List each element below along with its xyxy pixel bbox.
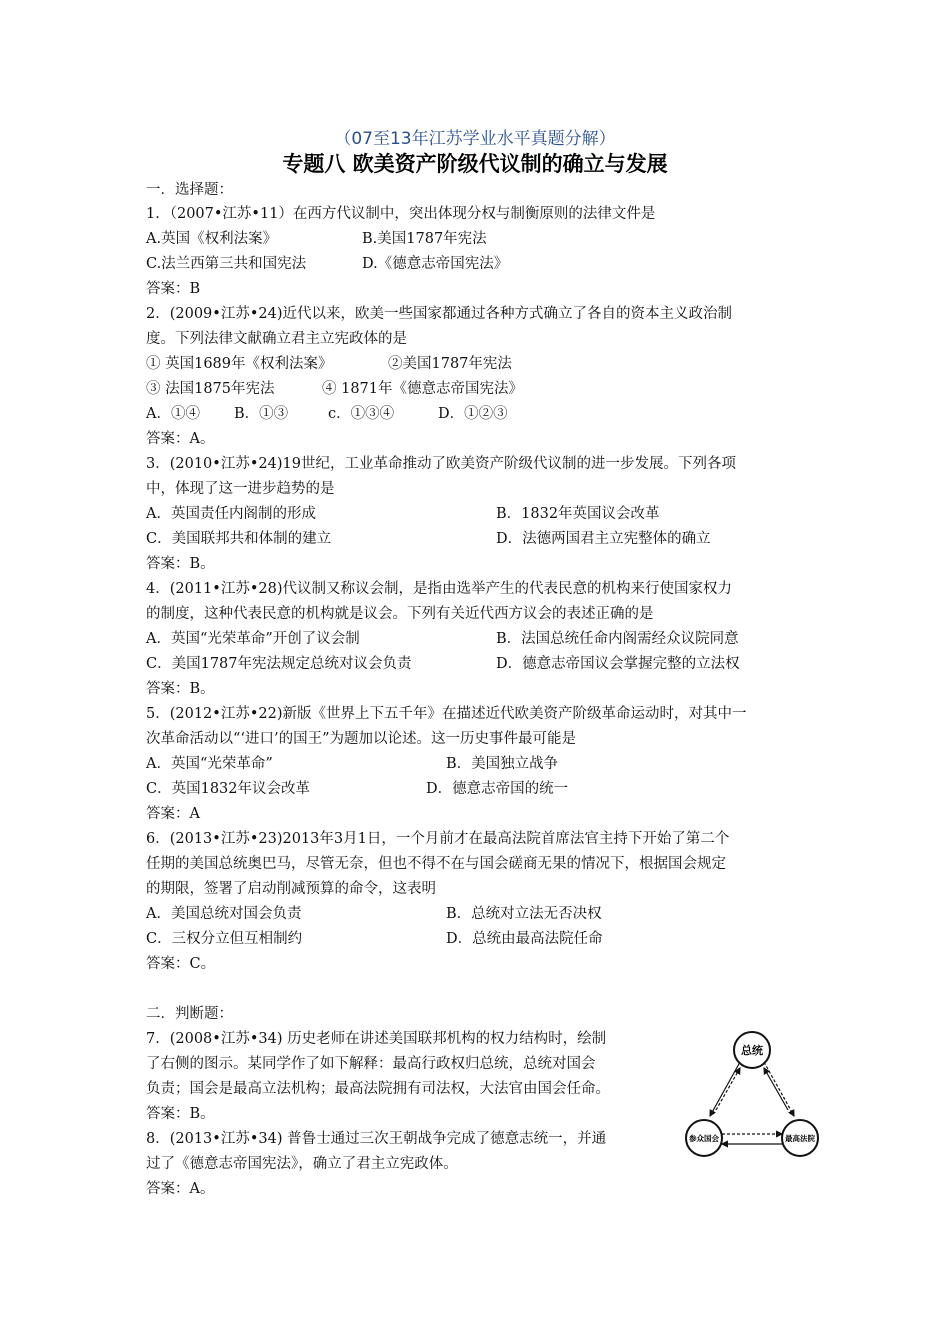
q1-answer: 答案：B (146, 281, 201, 297)
node-supreme-court-label: 最高法院 (785, 1134, 815, 1143)
arrow-president-to-congress (710, 1062, 740, 1116)
node-congress-label: 参众国会 (689, 1134, 719, 1143)
q4-stem-line-2: 的制度，这种代表民意的机构就是议会。下列有关近代西方议会的表述正确的是 (146, 606, 654, 622)
q2-options-row (146, 404, 508, 424)
arrow-congress-to-president (716, 1068, 740, 1110)
q4-option-a: A．英国“光荣革命”开创了议会制 (146, 631, 360, 647)
q6-option-d: D．总统由最高法院任命 (446, 931, 603, 947)
q2-answer: 答案：A。 (146, 431, 215, 447)
q2-option-a: A．①④ (146, 406, 200, 422)
q3-stem-line-1: 3．(2010•江苏•24)19世纪，工业革命推动了欧美资产阶级代议制的进一步发展。下列各项 (146, 456, 736, 472)
q1-option-b: B.美国1787年宪法 (362, 231, 487, 247)
q2-item-2: ②美国1787年宪法 (388, 356, 512, 372)
q2-option-b: B．①③ (234, 406, 289, 422)
arrow-court-to-president (764, 1068, 788, 1110)
q6-option-a: A．美国总统对国会负责 (146, 906, 302, 922)
q5-option-row-2 (146, 779, 569, 799)
q1-option-c: C.法兰西第三共和国宪法 (146, 256, 307, 272)
q8-stem-line-2: 过了《德意志帝国宪法》，确立了君主立宪政体。 (146, 1156, 458, 1172)
q6-stem-line-3: 的期限，签署了启动削减预算的命令，这表明 (146, 881, 436, 897)
q4-option-row-2 (146, 654, 740, 674)
q6-answer: 答案：C。 (146, 956, 216, 972)
q4-option-c: C．美国1787年宪法规定总统对议会负责 (146, 656, 412, 672)
q5-stem-line-2: 次革命活动以“‘进口’的国王”为题加以论述。这一历史事件最可能是 (146, 731, 577, 747)
q6-stem-line-2: 任期的美国总统奥巴马，尽管无奈，但也不得不在与国会磋商无果的情况下，根据国会规定 (146, 856, 726, 872)
q6-option-c: C．三权分立但互相制约 (146, 931, 303, 947)
q2-item-4: ④ 1871年《德意志帝国宪法》 (322, 381, 524, 397)
q2-option-d: D．①②③ (438, 406, 508, 422)
q2-stem-line-1: 2．(2009•江苏•24)近代以来，欧美一些国家都通过各种方式确立了各自的资本主义政治制 (146, 306, 732, 322)
q5-option-c: C．英国1832年议会改革 (146, 781, 310, 797)
section-heading-judgement: 二．判断题： (146, 1006, 233, 1022)
q3-option-a: A．英国责任内阁制的形成 (146, 506, 316, 522)
q2-items-row-2 (146, 379, 524, 399)
q5-option-a: A．英国“光荣革命” (146, 756, 273, 772)
q5-option-row-1 (146, 754, 559, 774)
q8-stem-line-1: 8．(2013•江苏•34) 普鲁士通过三次王朝战争完成了德意志统一，并通 (146, 1131, 607, 1147)
q2-item-3: ③ 法国1875年宪法 (146, 381, 275, 397)
q3-option-c: C．美国联邦共和体制的建立 (146, 531, 332, 547)
q7-stem-line-3: 负责；国会是最高立法机构；最高法院拥有司法权，大法官由国会任命。 (146, 1081, 610, 1097)
q5-option-b: B．美国独立战争 (446, 756, 559, 772)
q6-option-b: B．总统对立法无否决权 (446, 906, 602, 922)
document-title: 专题八 欧美资产阶级代议制的确立与发展 (282, 152, 668, 176)
q3-option-row-1 (146, 504, 660, 524)
q7-stem-line-1: 7．(2008•江苏•34) 历史老师在讲述美国联邦机构的权力结构时，绘制 (146, 1031, 607, 1047)
q6-stem-line-1: 6．(2013•江苏•23)2013年3月1日，一个月前才在最高法院首席法官主持下开始了第二个 (146, 831, 730, 847)
q2-item-1: ① 英国1689年《权利法案》 (146, 356, 333, 372)
q1-option-d: D.《德意志帝国宪法》 (362, 256, 509, 272)
q3-option-b: B．1832年英国议会改革 (496, 506, 660, 522)
q2-items-row-1 (146, 354, 512, 374)
q5-option-d: D．德意志帝国的统一 (426, 781, 569, 797)
q7-stem-line-2: 了右侧的图示。某同学作了如下解释：最高行政权归总统，总统对国会 (146, 1056, 596, 1072)
power-structure-diagram (684, 1030, 820, 1160)
arrow-president-to-court (764, 1062, 794, 1116)
q7-answer: 答案：B。 (146, 1106, 215, 1122)
q1-option-row-2 (146, 254, 509, 274)
q2-option-c: c．①③④ (328, 406, 395, 422)
section-heading-choice: 一．选择题： (146, 182, 233, 198)
q1-stem: 1．（2007•江苏•11）在西方代议制中，突出体现分权与制衡原则的法律文件是 (146, 206, 656, 222)
q4-option-row-1 (146, 629, 739, 649)
document-subtitle: （07至13年江苏学业水平真题分解） (334, 129, 616, 149)
q4-answer: 答案：B。 (146, 681, 215, 697)
q5-stem-line-1: 5．(2012•江苏•22)新版《世界上下五千年》在描述近代欧美资产阶级革命运动时，对其中一 (146, 706, 747, 722)
q5-answer: 答案：A (146, 806, 200, 822)
q4-stem-line-1: 4．(2011•江苏•28)代议制又称议会制，是指由选举产生的代表民意的机构来行使国家权力 (146, 581, 732, 597)
q2-stem-line-2: 度。下列法律文献确立君主立宪政体的是 (146, 331, 407, 347)
q6-option-row-1 (146, 904, 602, 924)
q3-option-d: D．法德两国君主立宪整体的确立 (496, 531, 711, 547)
q3-answer: 答案：B。 (146, 556, 215, 572)
q1-option-a: A.英国《权利法案》 (146, 231, 278, 247)
q4-option-d: D．德意志帝国议会掌握完整的立法权 (496, 656, 740, 672)
q1-option-row-1 (146, 229, 487, 249)
q6-option-row-2 (146, 929, 603, 949)
q3-option-row-2 (146, 529, 711, 549)
q8-answer: 答案：A。 (146, 1181, 215, 1197)
q4-option-b: B．法国总统任命内阁需经众议院同意 (496, 631, 739, 647)
q3-stem-line-2: 中，体现了这一进步趋势的是 (146, 481, 335, 497)
node-president-label: 总统 (741, 1044, 763, 1057)
